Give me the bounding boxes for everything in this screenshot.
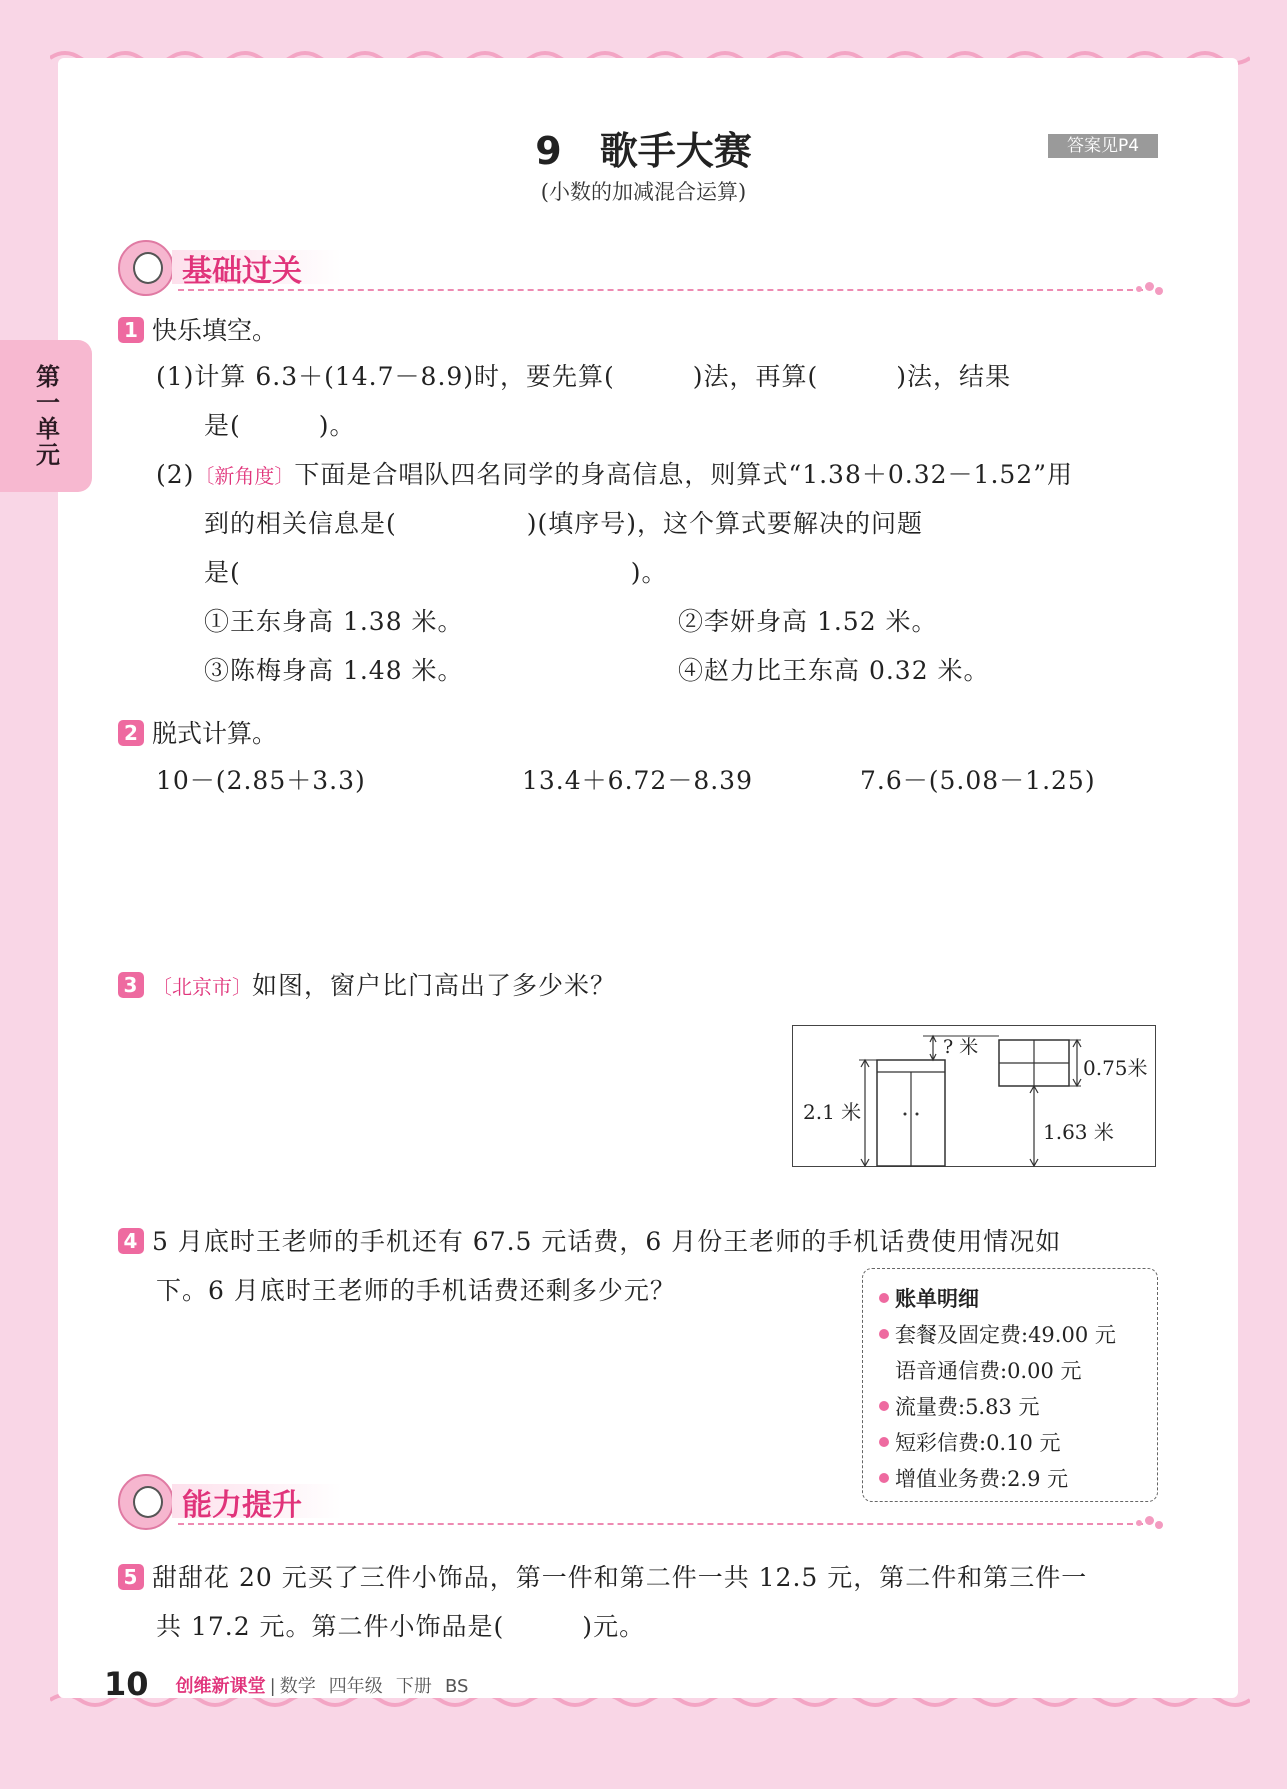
section-title: 基础过关 <box>182 254 302 289</box>
bill-item: 套餐及固定费:49.00 元 <box>895 1323 1116 1347</box>
bill-item: 流量费:5.83 元 <box>895 1395 1040 1419</box>
q1-option-4: ④赵力比王东高 0.32 米。 <box>678 656 990 685</box>
question-number: 1 <box>118 317 144 343</box>
grade: 四年级 <box>328 1676 383 1697</box>
question-number: 5 <box>118 1564 144 1590</box>
volume: 下册 <box>395 1676 432 1697</box>
mascot-icon <box>118 240 174 296</box>
bill-item: 增值业务费:2.9 元 <box>895 1467 1069 1491</box>
door-height-label: 2.1 米 <box>803 1100 862 1124</box>
q2-expression-2: 13.4＋6.72－8.39 <box>522 766 753 795</box>
section-divider <box>178 1523 1143 1525</box>
question-4-line1: 4 5 月底时王老师的手机还有 67.5 元话费，6 月份王老师的手机话费使用情况如 <box>118 1222 1061 1258</box>
page-number: 10 <box>104 1665 149 1703</box>
subject: 数学 <box>279 1676 316 1697</box>
question-5-line2: 共 17.2 元。第二件小饰品是( )元。 <box>156 1612 646 1641</box>
section-divider <box>178 289 1143 291</box>
question-1-header <box>118 311 277 347</box>
bill-details-box <box>862 1268 1158 1502</box>
unit-side-tab-label: 第一单元 <box>31 364 60 468</box>
mascot-icon <box>118 1474 174 1530</box>
bullet-icon <box>879 1293 889 1303</box>
q1-part2-line1: (2)〔新角度〕下面是合唱队四名同学的身高信息，则算式“1.38＋0.32－1.52”用 <box>156 460 1073 489</box>
door-window-diagram <box>792 1025 1156 1167</box>
question-4-line2: 下。6 月底时王老师的手机话费还剩多少元？ <box>156 1276 676 1305</box>
answer-reference-badge: 答案见P4 <box>1048 134 1158 158</box>
question-number: 2 <box>118 720 144 746</box>
lesson-title: 9 歌手大赛 <box>535 129 752 173</box>
question-prompt: 脱式计算。 <box>152 719 278 748</box>
q1-option-2: ②李妍身高 1.52 米。 <box>678 607 938 636</box>
brand-name: 创维新课堂 <box>175 1676 266 1697</box>
q1-option-3: ③陈梅身高 1.48 米。 <box>204 656 464 685</box>
decor-dots-icon <box>1136 280 1166 298</box>
question-number: 3 <box>118 972 144 998</box>
question-prompt: 快乐填空。 <box>152 316 278 345</box>
sill-height-label: 1.63 米 <box>1043 1120 1114 1144</box>
edition: BS <box>444 1676 469 1697</box>
bill-item: 短彩信费:0.10 元 <box>895 1431 1061 1455</box>
q1-part1-line2: 是( )。 <box>204 411 356 440</box>
gap-height-label: ? 米 <box>943 1036 979 1058</box>
question-5-line1: 5 甜甜花 20 元买了三件小饰品，第一件和第二件一共 12.5 元，第二件和第三件一 <box>118 1558 1087 1594</box>
q2-expression-1: 10－(2.85＋3.3) <box>156 766 366 795</box>
unit-side-tab <box>0 340 92 492</box>
window-height-label: 0.75米 <box>1083 1056 1148 1080</box>
section-header-basic <box>118 236 1158 296</box>
decor-dots-icon <box>1136 1514 1166 1532</box>
bullet-icon <box>879 1437 889 1447</box>
bill-item: 语音通信费:0.00 元 <box>895 1359 1082 1383</box>
bullet-icon <box>879 1329 889 1339</box>
question-prompt: 如图，窗户比门高出了多少米？ <box>252 971 617 1000</box>
lesson-subtitle: (小数的加减混合运算) <box>540 180 747 204</box>
question-number: 4 <box>118 1228 144 1254</box>
bill-title: 账单明细 <box>895 1287 979 1311</box>
page-footer: 10 创维新课堂 | 数学 四年级 下册 BS <box>104 1665 469 1703</box>
question-3-header <box>118 966 616 1002</box>
new-angle-tag: 〔新角度〕 <box>194 464 295 488</box>
q1-part1-line1: (1)计算 6.3＋(14.7－8.9)时，要先算( )法，再算( )法，结果 <box>156 362 1012 391</box>
question-2-header <box>118 714 277 750</box>
q1-part2-line2: 到的相关信息是( )(填序号)，这个算式要解决的问题 <box>204 509 924 538</box>
section-title: 能力提升 <box>182 1488 302 1523</box>
section-header-advance <box>118 1470 1158 1530</box>
beijing-tag: 〔北京市〕 <box>152 975 252 999</box>
q1-option-1: ①王东身高 1.38 米。 <box>204 607 464 636</box>
q2-expression-3: 7.6－(5.08－1.25) <box>860 766 1096 795</box>
q1-part2-line3: 是( )。 <box>204 558 668 587</box>
bullet-icon <box>879 1401 889 1411</box>
